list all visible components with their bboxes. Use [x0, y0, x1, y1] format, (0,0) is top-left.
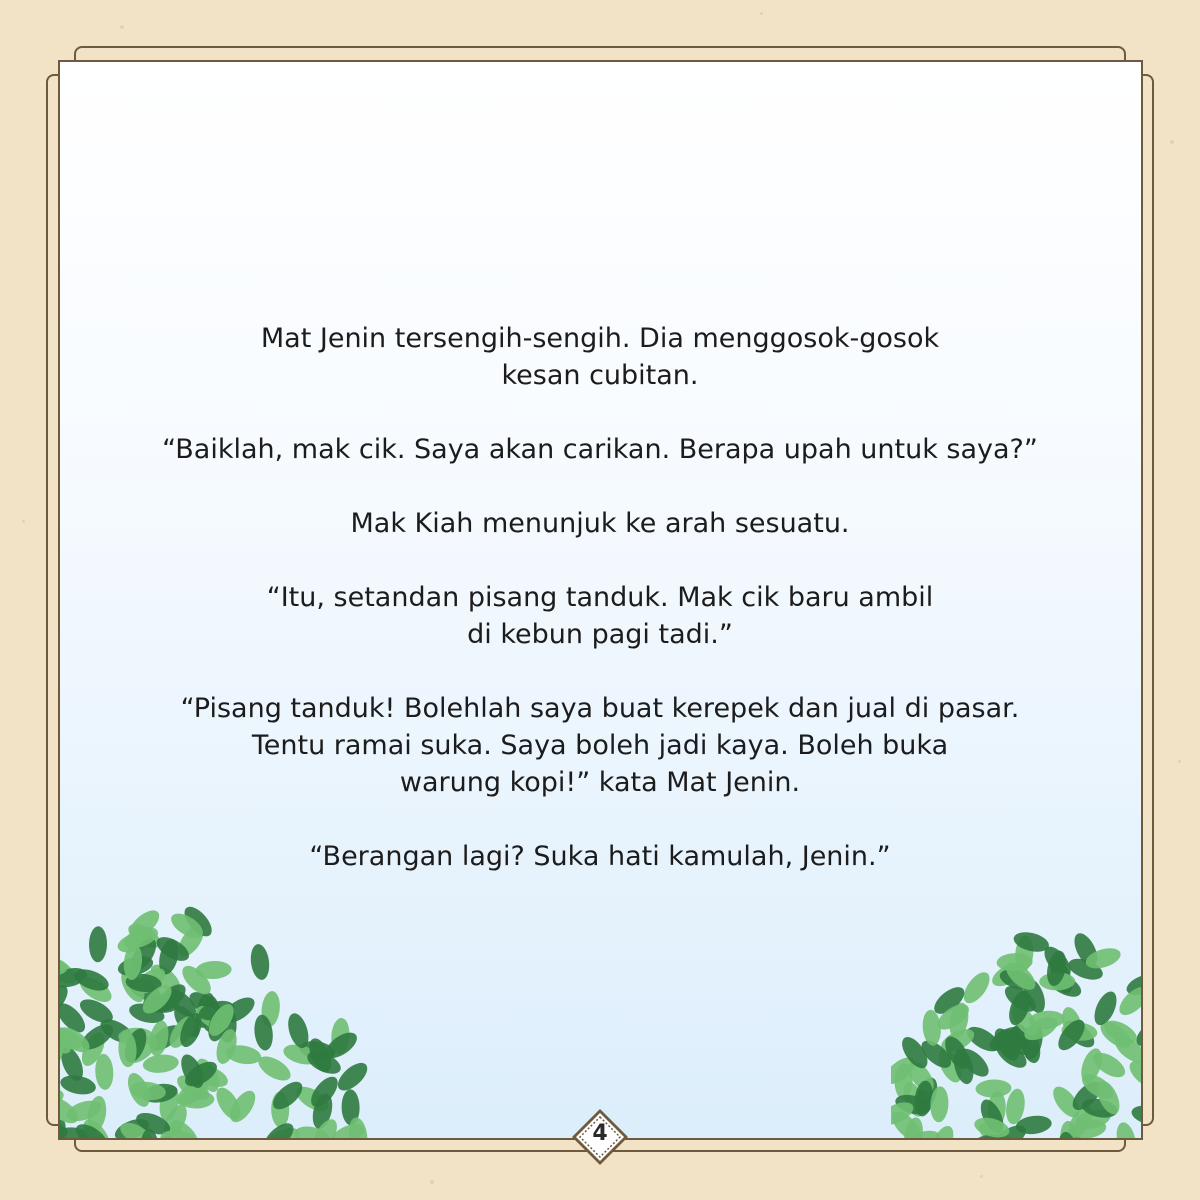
leaf-icon [89, 926, 108, 962]
story-line: “Berangan lagi? Suka hati kamulah, Jenin.” [309, 841, 891, 872]
leaf-icon [1113, 1120, 1139, 1138]
story-paragraph [0, 838, 1200, 875]
page-number: 4 [592, 1121, 608, 1146]
leaf-bush-right-icon [891, 908, 1141, 1138]
story-line: kesan cubitan. [501, 360, 699, 391]
leaf-icon [959, 968, 995, 1008]
story-line: di kebun pagi tadi.” [467, 619, 733, 650]
story-line: Mak Kiah menunjuk ke arah sesuatu. [350, 508, 850, 539]
leaf-icon [60, 1073, 97, 1098]
story-paragraph [0, 431, 1200, 468]
story-line: Mat Jenin tersengih-sengih. Dia menggosok-gosok [260, 323, 940, 354]
story-line: “Baiklah, mak cik. Saya akan carikan. Berapa upah untuk saya?” [162, 434, 1038, 465]
story-text [0, 320, 1200, 912]
story-line: “Itu, setandan pisang tanduk. Mak cik baru ambil [266, 582, 934, 613]
leaf-icon [1130, 1102, 1141, 1128]
leaf-icon [1125, 1056, 1141, 1093]
story-line: warung kopi!” kata Mat Jenin. [399, 767, 801, 798]
story-paragraph [0, 579, 1200, 653]
story-paragraph [0, 505, 1200, 542]
story-line: Tentu ramai suka. Saya boleh jadi kaya. Boleh buka [251, 730, 949, 761]
leaf-icon [249, 943, 271, 981]
story-paragraph [0, 690, 1200, 801]
leaf-icon [975, 1079, 1012, 1098]
story-line: “Pisang tanduk! Bolehlah saya buat kerepek dan jual di pasar. [180, 693, 1020, 724]
leaf-bush-left-icon [60, 888, 370, 1138]
story-paragraph [0, 320, 1200, 394]
